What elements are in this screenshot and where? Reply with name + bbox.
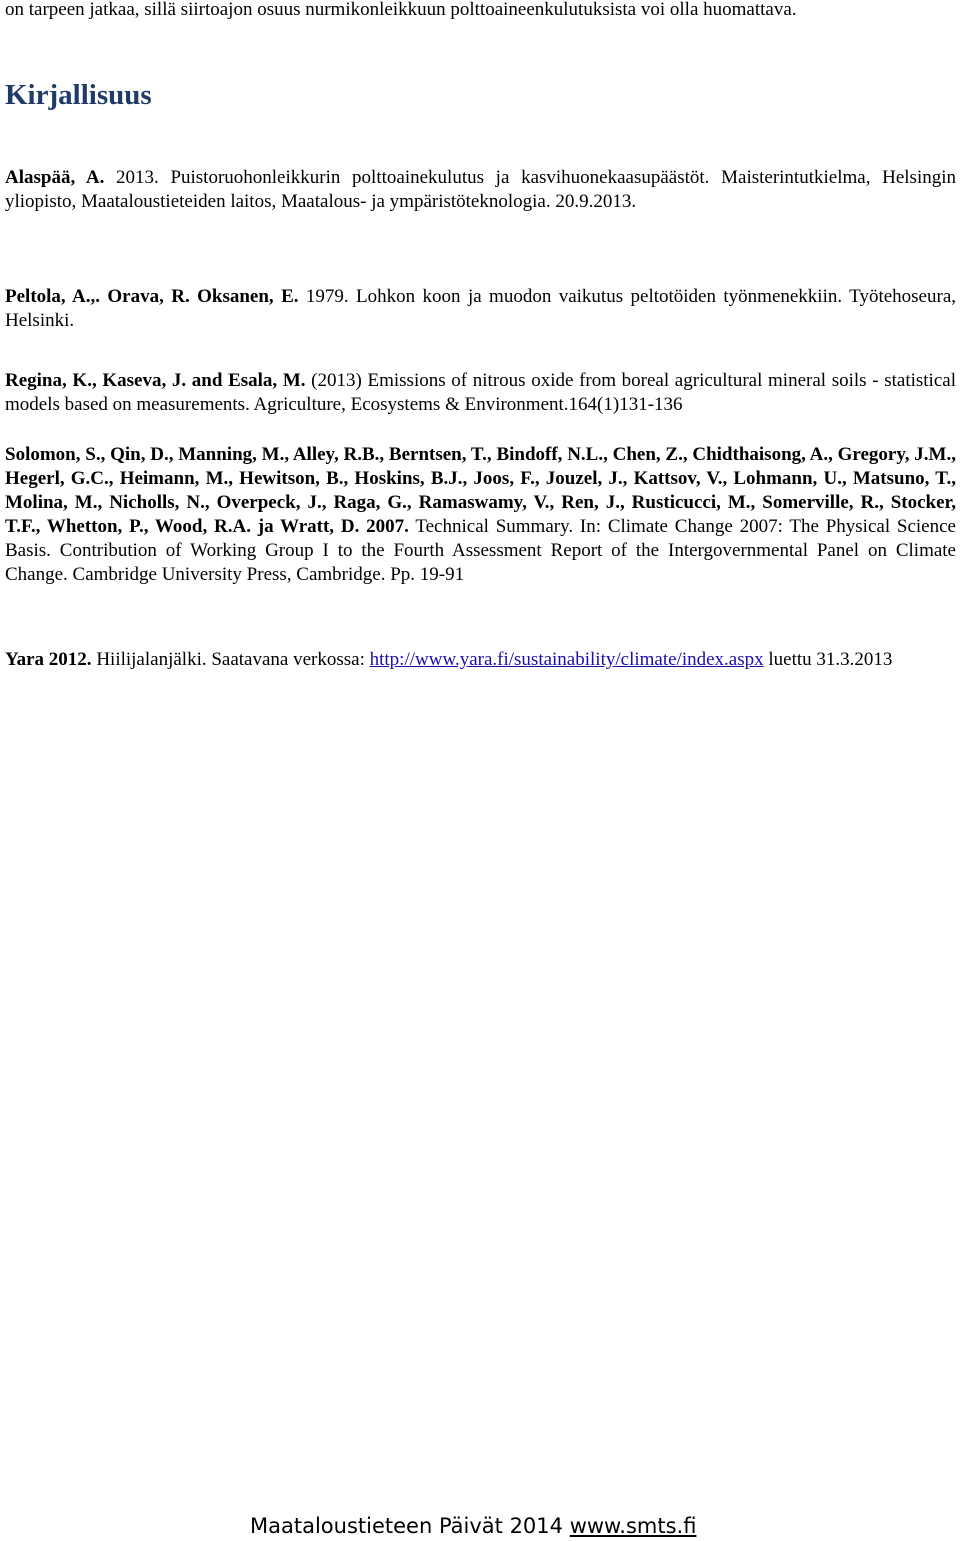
- reference-authors: Yara 2012.: [5, 649, 92, 670]
- reference-regina: [5, 369, 956, 417]
- footer-text: Maataloustieteen Päivät 2014: [250, 1514, 570, 1538]
- reference-details: (2013) Emissions of nitrous oxide from boreal agricultural mineral soils - statistical models based on measurements. Agriculture, Ecosystems & Environment.164(1)131-136: [5, 370, 956, 415]
- reference-yara: [5, 648, 956, 672]
- reference-details: 2013. Puistoruohonleikkurin polttoainekulutus ja kasvihuonekaasupäästöt. Maisterintutkielma, Helsingin yliopisto, Maataloustieteiden laitos, Maatalous- ja ympäristöteknologia. 20.9.2013.: [5, 167, 957, 212]
- reference-authors: Peltola, A.,. Orava, R. Oksanen, E.: [5, 286, 299, 307]
- yara-link[interactable]: http://www.yara.fi/sustainability/climate/index.aspx: [369, 649, 764, 670]
- reference-solomon: [5, 443, 956, 587]
- reference-authors: Alaspää, A.: [5, 167, 105, 188]
- reference-alaspaa: [5, 166, 956, 214]
- reference-details: Technical Summary. In: Climate Change 2007: The Physical Science Basis. Contribution of Working Group I to the Fourth Assessment Report of the Intergovernmental Panel on Climate Change. Cambridge University Press, Cambridge. Pp. 19-91: [5, 516, 956, 585]
- reference-peltola: [5, 285, 956, 333]
- section-heading: Kirjallisuus: [5, 79, 152, 111]
- reference-details: 1979. Lohkon koon ja muodon vaikutus peltotöiden työnmenekkiin. Työtehoseura, Helsinki.: [5, 286, 956, 331]
- reference-authors: Regina, K., Kaseva, J. and Esala, M.: [5, 370, 306, 391]
- intro-text: on tarpeen jatkaa, sillä siirtoajon osuus nurmikonleikkuun polttoaineenkulutuksista voi olla huomattava.: [5, 0, 797, 20]
- footer-link[interactable]: www.smts.fi: [569, 1514, 697, 1538]
- reference-authors: Solomon, S., Qin, D., Manning, M., Alley, R.B., Berntsen, T., Bindoff, N.L., Chen, Z., Chidthaisong, A., Gregory, J.M., Hegerl, G.C., Heimann, M., Hewitson, B., Hoskins, B.J., Joos, F., Jouzel, J., Kattsov, V., Lohmann, U., Matsuno, T., Molina, M., Nicholls, N., Overpeck, J., Raga, G., Ramaswamy, V., Ren, J., Rusticucci, M., Somerville, R., Stocker, T.F., Whetton, P., Wood, R.A. ja Wratt, D. 2007.: [5, 444, 956, 537]
- reference-details: Hiilijalanjälki. Saatavana verkossa:: [91, 649, 370, 670]
- reference-accessed: luettu 31.3.2013: [763, 649, 893, 670]
- intro-paragraph: [5, 0, 956, 22]
- page-footer: [250, 1512, 770, 1540]
